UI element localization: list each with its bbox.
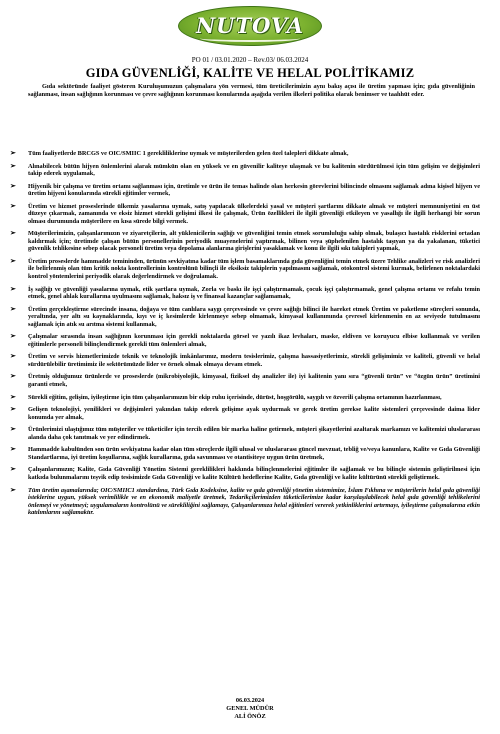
policy-item-text: Üretim proseslerde hammadde temininden, ürünün sevkiyatına kadar tüm işlem basamaklarında gıda güvenliğini temin etmek üzere Tehlike analizleri ve risk analizleri ile belirlenmiş olan tüm kritik nokta kontrollerinin kontrolünü bilinçli ile eksiksiz takiplerin yapılmasını sağlamak, otokontrol sistemi kurmak, belirlenen noktalardaki kontrol yöntemlerini periyodik olarak değerlendirmek ve doğrulamak. — [28, 257, 480, 280]
policy-item-text: Sürekli eğitim, gelişim, iyileştirme için tüm çalışanlarımızın bir ekip ruhu içerisinde, dürüst, hoşgörülü, saygılı ve özverili çalışma ortamının hazırlanması, — [28, 393, 442, 401]
signature-block — [0, 697, 500, 721]
policy-item-list — [10, 150, 480, 522]
policy-item-text: Alınabilecek bütün hijyen önlemlerini alarak mümkün olan en yüksek ve en güvenilir kaliteye ulaşmak ve bu kalitenin sürdürülmesi için tüm gelişim ve değişimleri takip ederek uygulamak, — [28, 162, 480, 178]
document-reference: PO 01 / 03.01.2020 – Rev.03/ 06.03.2024 — [191, 56, 309, 64]
policy-item — [10, 306, 480, 329]
arrow-bullet-icon: ➢ — [10, 405, 16, 414]
policy-item — [10, 163, 480, 178]
arrow-bullet-icon: ➢ — [10, 445, 16, 454]
policy-item — [10, 258, 480, 281]
arrow-bullet-icon: ➢ — [10, 161, 16, 170]
policy-item-text: Çalışanlarımızın; Kalite, Gıda Güvenliği Yönetim Sistemi gereklilikleri hakkında bilinçlenmelerini eğitimler ile sağlamak ve bu bilinçle sistemin geliştirilmesi için katkıda bulunmalarını teşvik edip tesisimizde Gıda Güvenliği ve kalite Kültürü hedeflerine Kalite, Gıda güvenliği ve kalite kültürünü sürekli geliştirmek. — [28, 466, 480, 481]
policy-item-text: Üretim gerçekleştirme sürecinde insana, doğaya ve tüm canlılara saygı çerçevesinde ve çevre sağlığı bilinci ile hareket etmek Üretim ve paketleme süreçleri sonunda, yeraltında, yer altı su kaynaklarında, kıyı ve iç kesimlerde kirlenmeye sebep olmamak, kimyasal kullanımında çevresel kirlenmenin en az seviyede tutulmasını sağlamak için atık su arıtma sistemi kullanmak, — [28, 305, 480, 328]
signature-date: 06.03.2024 — [235, 697, 265, 704]
arrow-bullet-icon: ➢ — [10, 229, 16, 238]
policy-item — [10, 446, 480, 461]
policy-item — [10, 373, 480, 388]
signature-role: GENEL MÜDÜR — [226, 705, 274, 712]
policy-item-text: Müşterilerimizin, çalışanlarımızın ve ziyaretçilerin, alt yüklenicilerin sağlığı ve güvenliğini temin etmek sorumluluğu sahip olmak, bulaşıcı hastalık risklerini ortadan kaldırmak için; üretimde çalışan bütün personellerinin periyodik muayenelerini yaptırmak, bilinen veya şüphelenilen hastalık taşıyan ya da yakalanan, tüketici güvenlik tehlikesine sebep olacak personeli üretim veya depolama alanlarına girişlerini yasaklamak ve konu ile ilgili sıkı takipleri yapmak, — [28, 230, 480, 253]
arrow-bullet-icon: ➢ — [10, 392, 16, 401]
policy-item — [10, 150, 480, 158]
policy-item-text: Üretim ve hizmet proseslerinde ülkemiz yasalarına uymak, satış yapılacak ülkelerdeki yasal ve müşteri şartlarını dikkate almak ve müşteri memnuniyetini en üst düzeye çıkarmak, zamanında ve eksiz hizmet sürekli gelişimi ilkesi ile çalışmak, Ürün özellikleri ile ilgili güvenliği etkileyen ve yasallığı ile ilgili herhangi bir sorun olması durumunda müşterilere en kısa sürede bilgi vermek. — [28, 202, 480, 225]
intro-paragraph: Gıda sektöründe faaliyet gösteren Kuruluşumuzun çalışmalara yön vermesi, tüm üreticilerimizin aynı bakış açısı ile üretim yapması için; gıda güvenliğinin sağlanması, insan sağlığının korunması ve çevre sağlığının korunması konularında aşağıda verilen ilkeleri politika olarak benimser ve taahhüt eder. — [28, 83, 475, 98]
policy-item-text: Hijyenik bir çalışma ve üretim ortamı sağlanması için, üretimle ve ürün ile temas halinde olan herkesin görevlerini bilincinde olmasını sağlamak adına kişisel hijyen ve üretim hijyeni konularında sürekli eğitimler vermek, — [28, 182, 480, 198]
page-title: GIDA GÜVENLİĞİ, KALİTE VE HELAL POLİTİKAMIZ — [85, 66, 415, 80]
policy-item-text: Hammadde kabulünden son ürün sevkiyatına kadar olan tüm süreçlerde ilgili ulusal ve uluslararası güncel mevzuat, tebliğ ve/veya kanunlara, Kalite ve Gıda Güvenliği Standartlarına, iyi üretim koşullarına, sağlık kurallarına, gıda savunması ve otantisiteye uygun ürün üretmek, — [28, 446, 480, 461]
arrow-bullet-icon: ➢ — [10, 181, 16, 190]
policy-item — [10, 406, 480, 421]
policy-item-text: Ürünlerimizi ulaştığımız tüm müşteriler ve tüketiciler için tercih edilen bir marka haline getirmek, müşteri şikayetlerini azaltarak markamızı ve kalitemizi uluslararası alanda daha çok tanıtmak ve yer edindirmek. — [28, 426, 480, 441]
policy-item — [10, 487, 480, 517]
logo-text: NUTOVA — [195, 13, 305, 38]
arrow-bullet-icon: ➢ — [10, 149, 16, 157]
arrow-bullet-icon: ➢ — [10, 485, 16, 494]
policy-item-text: Çalışmalar sırasında insan sağlığının korunması için gerekli noktalarda görsel ve yazılı ikaz levhaları, maske, eldiven ve koruyucu elbise kullanmak ve verilen eğitimlerle personeli bilinçlendirmek gerekli tüm önlemleri almak, — [28, 333, 480, 348]
policy-item-text: Üretmiş olduğumuz ürünlerde ve proseslerde (mikrobiyolojik, kimyasal, fiziksel dış analizler ile) iyi kalitenin yanı sıra “güvenli ürün” ve “özgün ürün” üretimini garanti etmek, — [28, 373, 480, 388]
policy-item — [10, 230, 480, 253]
company-logo — [178, 6, 322, 46]
policy-item-text: Tüm üretim aşamalarında; OIC/SMIIC1 standardına, Türk Gıda Kodeksine, kalite ve gıda güvenliği yönetim sistemimize, İslam Fıkhına ve müşterilerin helal gıda güvenliği isteklerine uygun, yüksek verimlilikle ve en ekonomik maliyetle üretmek, Tedarikçilerimizden tüketicilerimize kadar karşılaşılabilecek helal gıda güvenliği tehlikelerini önlemeyi ve yönetmeyi; uygulamaların kontrolünü ve sürekliliğini sağlamayı, Çalışanlarımıza helal eğitimleri vererek yetkinliklerini artırmayı, iyileştirme çalışmalarına etkin katılımlarını sağlamaktır. — [28, 486, 480, 516]
policy-item — [10, 183, 480, 198]
arrow-bullet-icon: ➢ — [10, 352, 16, 361]
policy-item — [10, 353, 480, 368]
policy-item-text: Gelişen teknolojiyi, yenilikleri ve değişimleri yakından takip ederek gelişime ayak uydurmak ve gerek üretim gerekse kalite sistemleri çerçevesinde daima lider konumda yer almak, — [28, 406, 480, 421]
policy-item — [10, 394, 480, 402]
policy-item-text: Üretim ve servis hizmetlerimizde teknik ve teknolojik imkânlarımız, modern tesislerimiz, çalışma hassasiyetlerimiz, sürekli gelişimimiz ve kaliteli, güvenli ve helal sürdürülebilir üretimimiz ile sektörümüzde lider ve örnek olmak olmaya devam etmek. — [28, 353, 480, 368]
signature-name: ALİ ÖNÖZ — [234, 713, 266, 720]
arrow-bullet-icon: ➢ — [10, 284, 16, 293]
arrow-bullet-icon: ➢ — [10, 304, 16, 313]
arrow-bullet-icon: ➢ — [10, 332, 16, 341]
policy-item — [10, 466, 480, 481]
arrow-bullet-icon: ➢ — [10, 425, 16, 434]
policy-item-text: İş sağlığı ve güvenliği yasalarına uymak, etik şartlara uymak, Zorla ve baskı ile işçi çalıştırmamak, çocuk işçi çalıştırmamak, genel çalışma ortamı ve refahı temin etmek, genel ahlak kurallarına uyulmasını sağlamak, haksız iş ve finansal kazançlar sağlamamak, — [28, 285, 480, 301]
arrow-bullet-icon: ➢ — [10, 256, 16, 265]
arrow-bullet-icon: ➢ — [10, 201, 16, 210]
policy-item-text: Tüm faaliyetlerde BRCGS ve OIC/SMIIC 1 gerekliliklerine uymak ve müşterilerden gelen özel talepleri dikkate almak, — [28, 150, 349, 157]
policy-item — [10, 203, 480, 226]
policy-item — [10, 286, 480, 301]
policy-item — [10, 426, 480, 441]
arrow-bullet-icon: ➢ — [10, 465, 16, 474]
policy-item — [10, 333, 480, 348]
arrow-bullet-icon: ➢ — [10, 372, 16, 381]
